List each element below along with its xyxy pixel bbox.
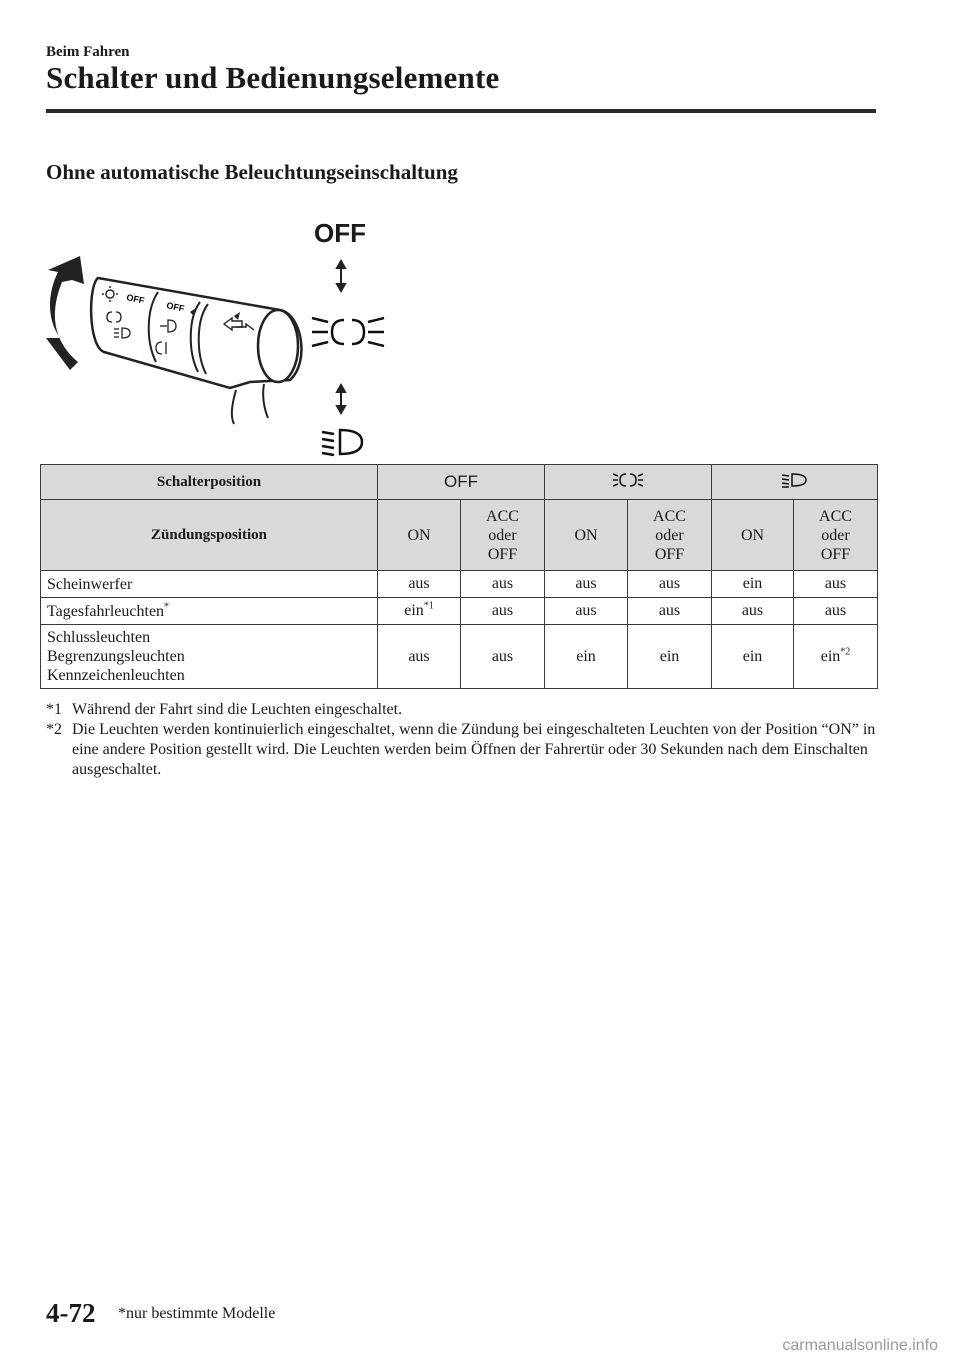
acc-text: ACC bbox=[653, 507, 686, 525]
model-mark: * bbox=[164, 601, 170, 613]
row-label-text: Tagesfahrleuchten bbox=[47, 602, 165, 620]
off-text: OFF bbox=[654, 545, 685, 563]
ignition-acc-off-3 bbox=[794, 500, 878, 571]
acc-text: ACC bbox=[819, 507, 852, 525]
position-arrow-lower-icon bbox=[337, 385, 345, 413]
row-label-scheinwerfer: Scheinwerfer bbox=[41, 571, 378, 598]
cell-value: ein bbox=[404, 602, 424, 619]
note-1 bbox=[46, 700, 876, 720]
page-number: 4-72 bbox=[46, 1298, 96, 1328]
oder-text: oder bbox=[821, 526, 850, 544]
acc-text: ACC bbox=[486, 507, 519, 525]
table-row bbox=[41, 598, 878, 625]
note-text: Während der Fahrt sind die Leuchten eingeschaltet. bbox=[72, 701, 403, 718]
ignition-acc-off-1 bbox=[461, 500, 545, 571]
chapter-label: Beim Fahren bbox=[46, 44, 130, 60]
light-stalk-drawing bbox=[40, 212, 400, 474]
row-label-line: Schlussleuchten bbox=[47, 629, 151, 646]
switch-headlight-cell bbox=[712, 465, 878, 500]
watermark: carmanualsonline.info bbox=[782, 1337, 938, 1354]
note-2 bbox=[46, 720, 876, 780]
table-cell: ein bbox=[712, 625, 794, 689]
lighting-table bbox=[40, 464, 878, 689]
oder-text: oder bbox=[488, 526, 517, 544]
note-mark: *1 bbox=[46, 701, 62, 718]
row-label-line: Begrenzungsleuchten bbox=[47, 648, 185, 665]
position-arrow-upper-icon bbox=[337, 261, 345, 291]
table-cell: aus bbox=[794, 571, 878, 598]
table-cell: aus bbox=[545, 571, 628, 598]
cell-value: ein bbox=[820, 647, 841, 665]
table-cell bbox=[378, 598, 461, 625]
stalk-off-label-2: OFF bbox=[165, 300, 186, 314]
table-cell: aus bbox=[378, 625, 461, 689]
ignition-on-3: ON bbox=[712, 500, 794, 571]
title-rule bbox=[46, 109, 876, 113]
table-cell: aus bbox=[628, 571, 712, 598]
ignition-position-row bbox=[41, 500, 878, 571]
table-cell: aus bbox=[461, 598, 545, 625]
table-cell: aus bbox=[461, 571, 545, 598]
table-cell bbox=[794, 625, 878, 689]
table-cell: aus bbox=[628, 598, 712, 625]
table-cell: aus bbox=[461, 625, 545, 689]
switch-off-cell bbox=[378, 465, 545, 500]
note-mark: *2 bbox=[46, 721, 62, 738]
table-notes bbox=[46, 700, 876, 780]
switch-position-row bbox=[41, 465, 878, 500]
switch-position-header: Schalterposition bbox=[41, 465, 378, 500]
stalk-off-label-1: OFF bbox=[125, 292, 146, 306]
off-text: OFF bbox=[487, 545, 518, 563]
ignition-position-header: Zündungsposition bbox=[41, 500, 378, 571]
table-cell: aus bbox=[378, 571, 461, 598]
row-label-schlussleuchten bbox=[41, 625, 378, 689]
row-label-tagesfahrleuchten bbox=[41, 598, 378, 625]
table-cell: aus bbox=[794, 598, 878, 625]
section-heading: Ohne automatische Beleuchtungseinschaltung bbox=[46, 160, 458, 184]
row-label-line: Kennzeichenleuchten bbox=[47, 667, 185, 684]
switch-parking-cell bbox=[545, 465, 712, 500]
parking-light-icon bbox=[312, 318, 384, 346]
off-position-label: OFF bbox=[314, 218, 366, 248]
parking-light-icon bbox=[613, 472, 643, 488]
table-cell: ein bbox=[545, 625, 628, 689]
ignition-on-1: ON bbox=[378, 500, 461, 571]
note-mark: *1 bbox=[423, 600, 434, 612]
note-mark: *2 bbox=[840, 646, 851, 658]
table-cell: ein bbox=[628, 625, 712, 689]
table-row bbox=[41, 625, 878, 689]
rotation-arrow-icon bbox=[46, 256, 84, 370]
light-switch-illustration bbox=[40, 212, 400, 474]
note-text: Die Leuchten werden kontinuierlich eingeschaltet, wenn die Zündung bei eingeschalteten Leuchten von der Position “ON” in eine andere Position gestellt wird. Die Leuchten werden beim Öffnen der Fahrertür oder 30 Sekunden nach dem Einschalten ausgeschaltet. bbox=[72, 721, 876, 778]
footer-note: *nur bestimmte Modelle bbox=[118, 1305, 276, 1322]
ignition-acc-off-2 bbox=[628, 500, 712, 571]
table-row bbox=[41, 571, 878, 598]
headlight-low-beam-icon bbox=[322, 430, 362, 455]
headlight-low-beam-icon bbox=[781, 472, 809, 488]
page-title: Schalter und Bedienungselemente bbox=[46, 60, 500, 95]
ignition-on-2: ON bbox=[545, 500, 628, 571]
off-text: OFF bbox=[820, 545, 851, 563]
table-cell: aus bbox=[712, 598, 794, 625]
switch-off-label: OFF bbox=[444, 472, 478, 491]
oder-text: oder bbox=[655, 526, 684, 544]
table-cell: aus bbox=[545, 598, 628, 625]
table-cell: ein bbox=[712, 571, 794, 598]
